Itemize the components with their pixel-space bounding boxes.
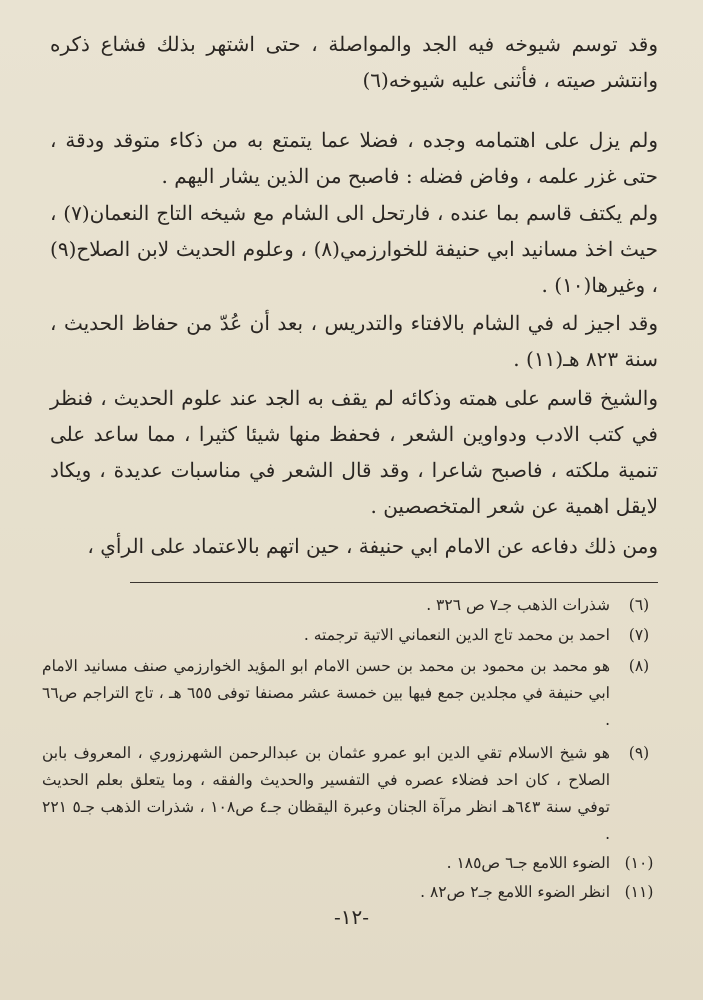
- footnote-text: احمد بن محمد تاج الدين النعماني الاتية ترجمته .: [303, 626, 610, 644]
- footnote-text: شذرات الذهب جـ٧ ص ٣٢٦ .: [426, 596, 610, 614]
- paragraph-4: وقد اجيز له في الشام بالافتاء والتدريس ، بعد أن عُدّ من حفاظ الحديث ، سنة ٨٢٣ هـ(١١) .: [50, 311, 658, 371]
- footnote-item: [42, 740, 662, 848]
- paragraph-2: ولم يزل على اهتمامه وجده ، فضلا عما يتمتع به من ذكاء متوقد ودقة ، حتى غزر علمه ، وفاض فضله : فاصبح من الذين يشار اليهم .: [50, 128, 658, 188]
- footnote-number: (٦): [628, 596, 650, 614]
- footnote-number: (١٠): [624, 854, 654, 872]
- footnote-number: (٩): [628, 744, 650, 762]
- page-number: -١٢-: [333, 905, 369, 929]
- paragraph-1: وقد توسم شيوخه فيه الجد والمواصلة ، حتى اشتهر بذلك فشاع ذكره وانتشر صيته ، فأثنى عليه شيوخه(٦): [50, 32, 658, 92]
- paragraph-5: والشيخ قاسم على همته وذكائه لم يقف به الجد عند علوم الحديث ، فنظر في كتب الادب ودواوين الشعر ، فحفظ منها شيئا كثيرا ، مما ساعد على تنمية ملكته ، فاصبح شاعرا ، وقد قال الشعر في مناسبات عديدة ، ويكاد لايقل اهمية عن شعر المتخصصين .: [50, 386, 658, 518]
- footnote-number: (١١): [624, 883, 654, 901]
- footnotes: [42, 592, 662, 906]
- paragraph-6: ومن ذلك دفاعه عن الامام ابي حنيفة ، حين اتهم بالاعتماد على الرأي ،: [87, 534, 658, 558]
- footnote-item: [42, 850, 662, 877]
- footnote-text: الضوء اللامع جـ٦ ص١٨٥ .: [446, 854, 610, 872]
- footnote-divider: [130, 582, 658, 583]
- footnote-item: [42, 879, 662, 906]
- footnote-text: هو شيخ الاسلام تقي الدين ابو عمرو عثمان بن عبدالرحمن الشهرزوري ، المعروف بابن الصلاح ، كان احد فضلاء عصره في التفسير والحديث والفقه ، وما يتعلق بعلم الحديث توفي سنة ٦٤٣هـ انظر مرآة الجنان وعبرة اليقظان جـ٤ ص١٠٨ ، شذرات الذهب جـ٥ ٢٢١ .: [42, 744, 610, 843]
- footnote-text: هو محمد بن محمود بن محمد بن حسن الامام ابو المؤيد الخوارزمي صنف مسانيد الامام ابي حنيفة في مجلدين جمع فيها بين خمسة عشر مصنفا توفى ٦٥٥ هـ ، تاج التراجم ص٦٦ .: [42, 657, 610, 729]
- main-text: [50, 0, 658, 580]
- footnote-number: (٨): [628, 657, 650, 675]
- footnote-text: انظر الضوء اللامع جـ٢ ص٨٢ .: [420, 883, 610, 901]
- paragraph-3: ولم يكتف قاسم بما عنده ، فارتحل الى الشام مع شيخه التاج النعمان(٧) ، حيث اخذ مسانيد ابي حنيفة للخوارزمي(٨) ، وعلوم الحديث لابن الصلاح(٩) ، وغيرها(١٠) .: [50, 201, 658, 297]
- footnote-item: [42, 592, 662, 619]
- footnote-item: [42, 653, 662, 734]
- footnote-item: [42, 622, 662, 649]
- footnote-number: (٧): [628, 626, 650, 644]
